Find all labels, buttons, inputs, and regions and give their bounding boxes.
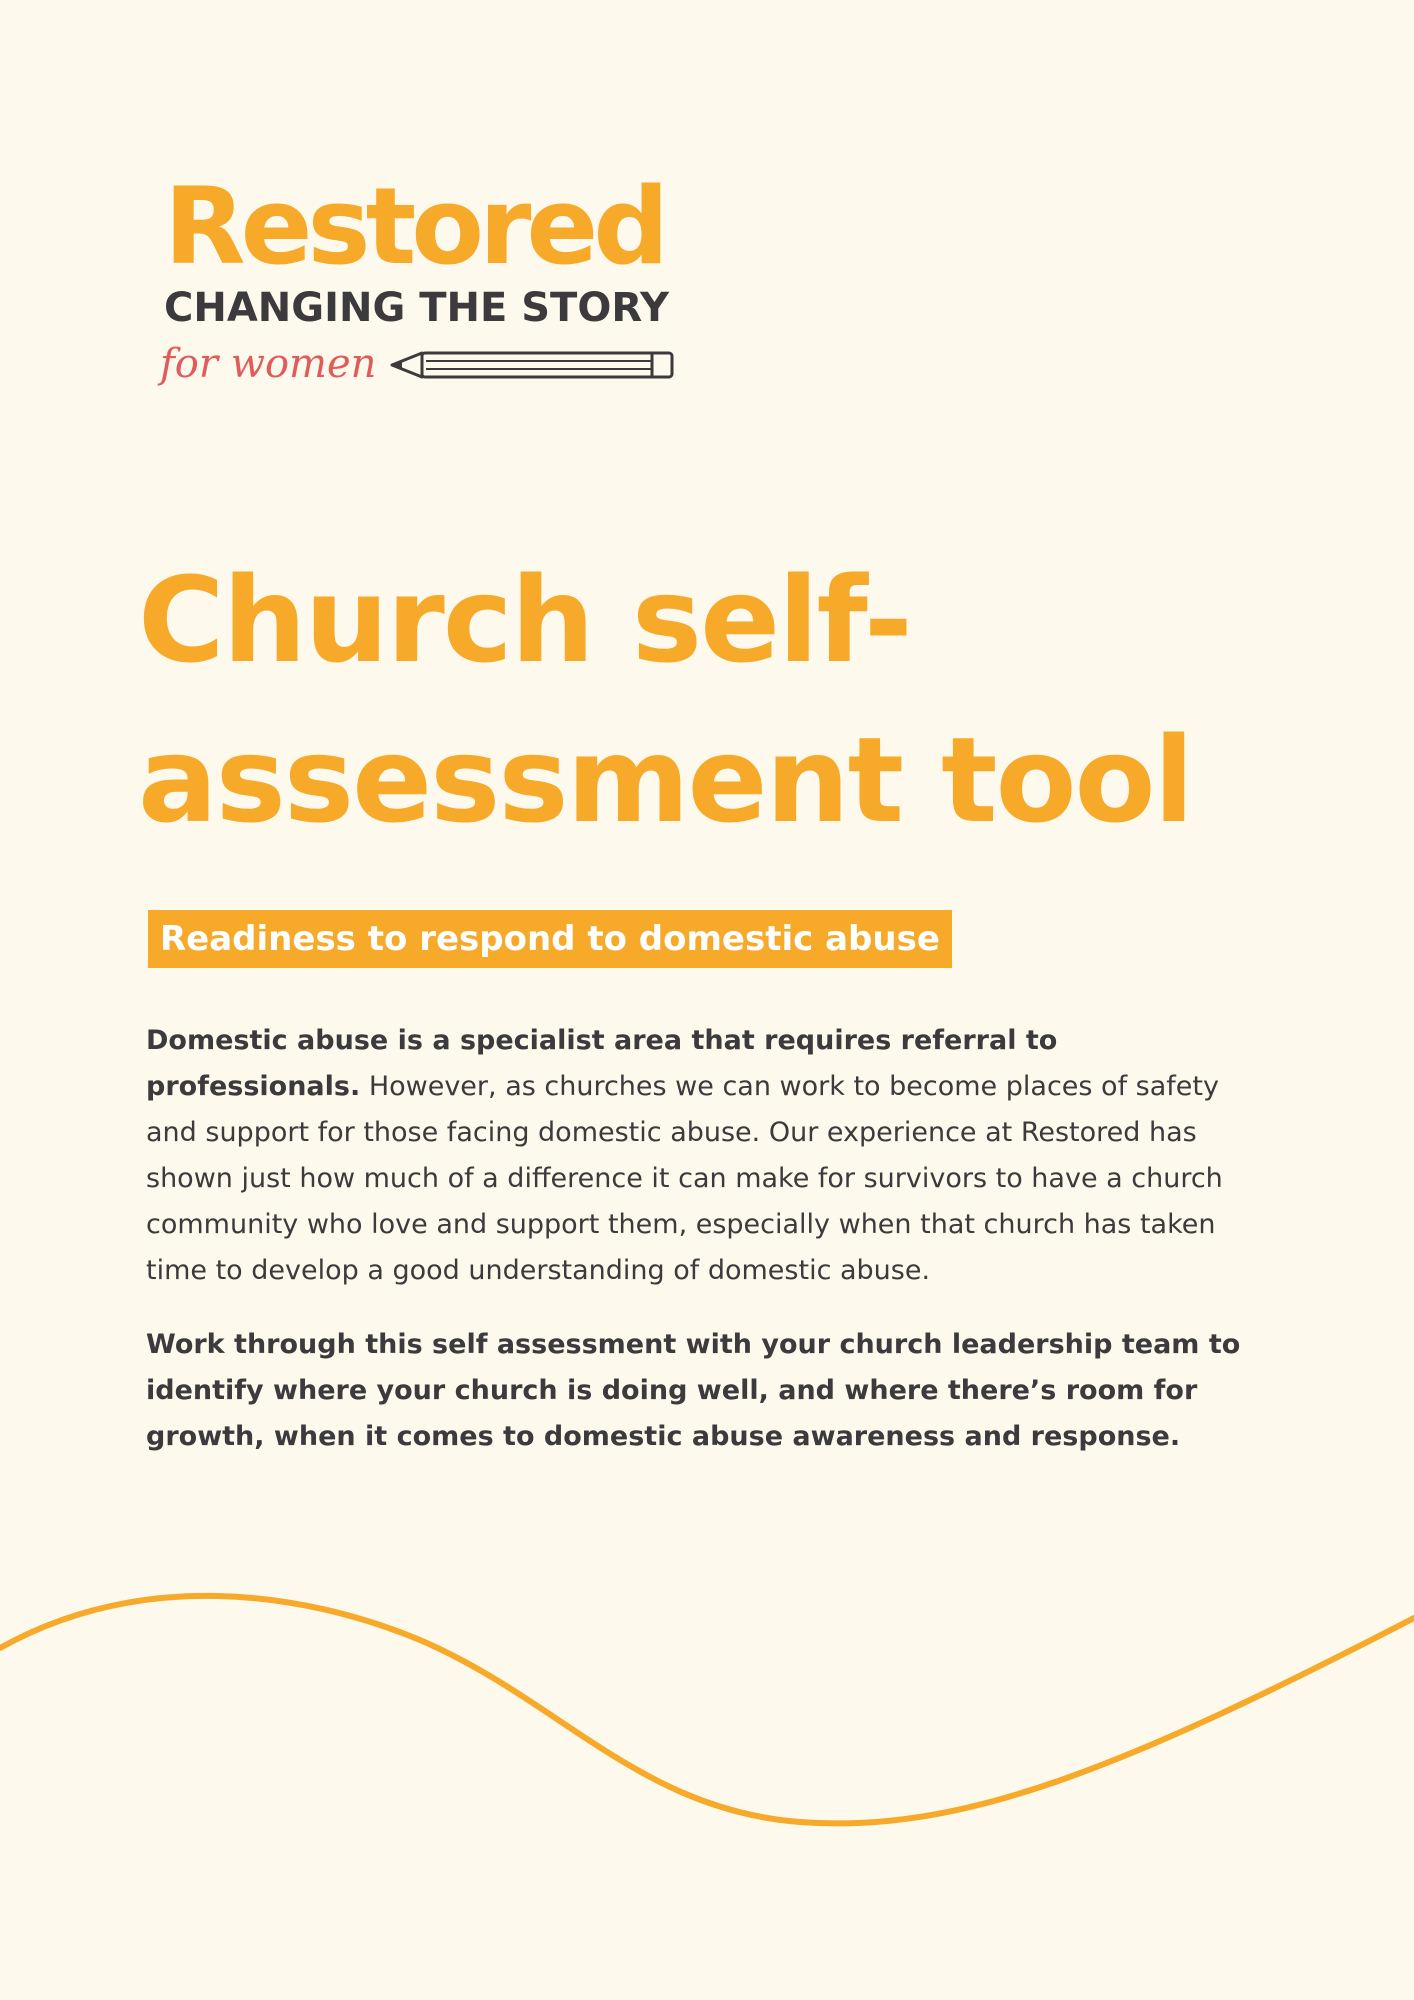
intro-paragraph [146, 1018, 1276, 1294]
decorative-wave-line [0, 1580, 1414, 1840]
logo-script-text: for women [160, 341, 377, 387]
body-text [146, 1018, 1276, 1460]
pencil-icon [390, 348, 676, 382]
page-title-line-2: assessment tool [138, 711, 1193, 849]
closing-paragraph: Work through this self assessment with your church leadership team to identify where your church is doing well, and where there’s room for growth, when it comes to domestic abuse awareness and response. [146, 1329, 1241, 1452]
subtitle-badge: Readiness to respond to domestic abuse [148, 910, 952, 968]
intro-body-text: However, as churches we can work to become places of safety and support for those facing domestic abuse. Our experience at Restored has shown just how much of a difference it can make for survivors to have a church community who love and support them, especially when that church has taken time to develop a good understanding of domestic abuse. [146, 1071, 1223, 1286]
logo-brand-word: Restored [164, 165, 665, 288]
restored-logo [160, 165, 680, 422]
intro-lead-sentence: Domestic abuse is a specialist area that requires referral to professionals. [146, 1025, 1058, 1102]
page-title [138, 540, 1338, 860]
logo-tagline: CHANGING THE STORY [164, 285, 669, 331]
page-title-line-1: Church self- [138, 551, 911, 689]
